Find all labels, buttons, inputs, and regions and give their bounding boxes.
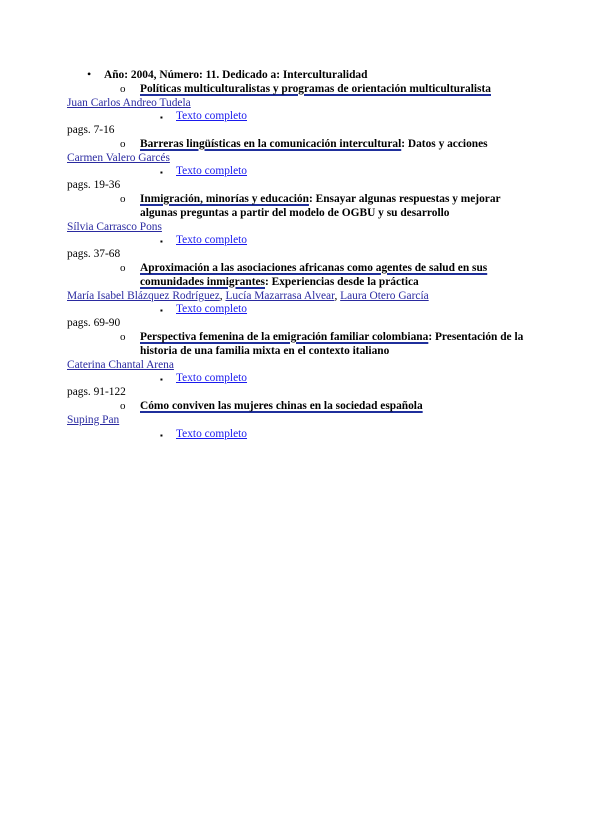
article-pages: pags. 7-16	[67, 124, 115, 136]
article-title	[140, 262, 530, 289]
article-subtitle: : Ensayar algunas respuestas y mejorar algunas preguntas a partir del modelo de OGBU y su desarrollo	[140, 193, 501, 219]
article-pages: pags. 37-68	[67, 248, 121, 260]
full-text-link[interactable]: Texto completo	[176, 165, 248, 177]
full-text-link[interactable]: Texto completo	[176, 110, 248, 122]
article-title-link[interactable]: Inmigración, minorías y educación	[140, 193, 309, 205]
article-authors	[67, 152, 170, 166]
article-title	[140, 138, 530, 152]
disc-bullet: •	[87, 67, 92, 81]
article-pages: pags. 69-90	[67, 317, 121, 329]
author-link[interactable]: Laura Otero García	[340, 290, 429, 302]
author-link[interactable]: Caterina Chantal Arena	[67, 359, 174, 371]
full-text-link[interactable]: Texto completo	[176, 303, 248, 315]
full-text-link[interactable]: Texto completo	[176, 372, 248, 384]
article-authors	[67, 414, 119, 428]
square-bullet: ▪	[160, 375, 163, 384]
issue-heading: Año: 2004, Número: 11. Dedicado a: Interculturalidad	[104, 69, 368, 81]
article-title	[140, 83, 530, 97]
author-link[interactable]: Carmen Valero Garcés	[67, 152, 170, 164]
circle-bullet: o	[120, 83, 126, 95]
circle-bullet: o	[120, 262, 126, 274]
article-title-link[interactable]: Perspectiva femenina de la emigración familiar colombiana	[140, 331, 429, 343]
author-link[interactable]: Lucía Mazarrasa Alvear	[225, 290, 335, 302]
article-title	[140, 331, 530, 358]
circle-bullet: o	[120, 331, 126, 343]
article-title-link[interactable]: Barreras lingüísticas en la comunicación intercultural	[140, 138, 402, 150]
article-authors	[67, 221, 162, 235]
article-title	[140, 400, 530, 414]
full-text-link[interactable]: Texto completo	[176, 234, 248, 246]
square-bullet: ▪	[160, 113, 163, 122]
article-authors	[67, 359, 174, 373]
square-bullet: ▪	[160, 237, 163, 246]
article-subtitle: : Datos y acciones	[401, 138, 488, 150]
circle-bullet: o	[120, 138, 126, 150]
article-title-link[interactable]: Políticas multiculturalistas y programas de orientación multiculturalista	[140, 83, 491, 95]
square-bullet: ▪	[160, 168, 163, 177]
square-bullet: ▪	[160, 306, 163, 315]
square-bullet: ▪	[160, 431, 163, 440]
article-authors: María Isabel Blázquez Rodríguez, Lucía Mazarrasa Alvear, Laura Otero García	[67, 290, 429, 302]
article-pages: pags. 91-122	[67, 386, 126, 398]
author-link[interactable]: María Isabel Blázquez Rodríguez	[67, 290, 220, 302]
article-subtitle: : Presentación de la historia de una familia mixta en el contexto italiano	[140, 331, 524, 357]
article-authors	[67, 97, 191, 111]
author-link[interactable]: Sílvia Carrasco Pons	[67, 221, 162, 233]
article-subtitle: : Experiencias desde la práctica	[265, 275, 419, 288]
circle-bullet: o	[120, 400, 126, 412]
author-link[interactable]: Suping Pan	[67, 414, 120, 426]
article-title	[140, 193, 530, 220]
article-title-link[interactable]: Cómo conviven las mujeres chinas en la sociedad española	[140, 400, 423, 412]
article-title-link[interactable]: Aproximación a las asociaciones africanas como agentes de salud en sus comunidades inmigrantes	[140, 262, 488, 288]
article-pages: pags. 19-36	[67, 179, 121, 191]
full-text-link[interactable]: Texto completo	[176, 428, 248, 440]
circle-bullet: o	[120, 193, 126, 205]
author-link[interactable]: Juan Carlos Andreo Tudela	[67, 97, 191, 109]
